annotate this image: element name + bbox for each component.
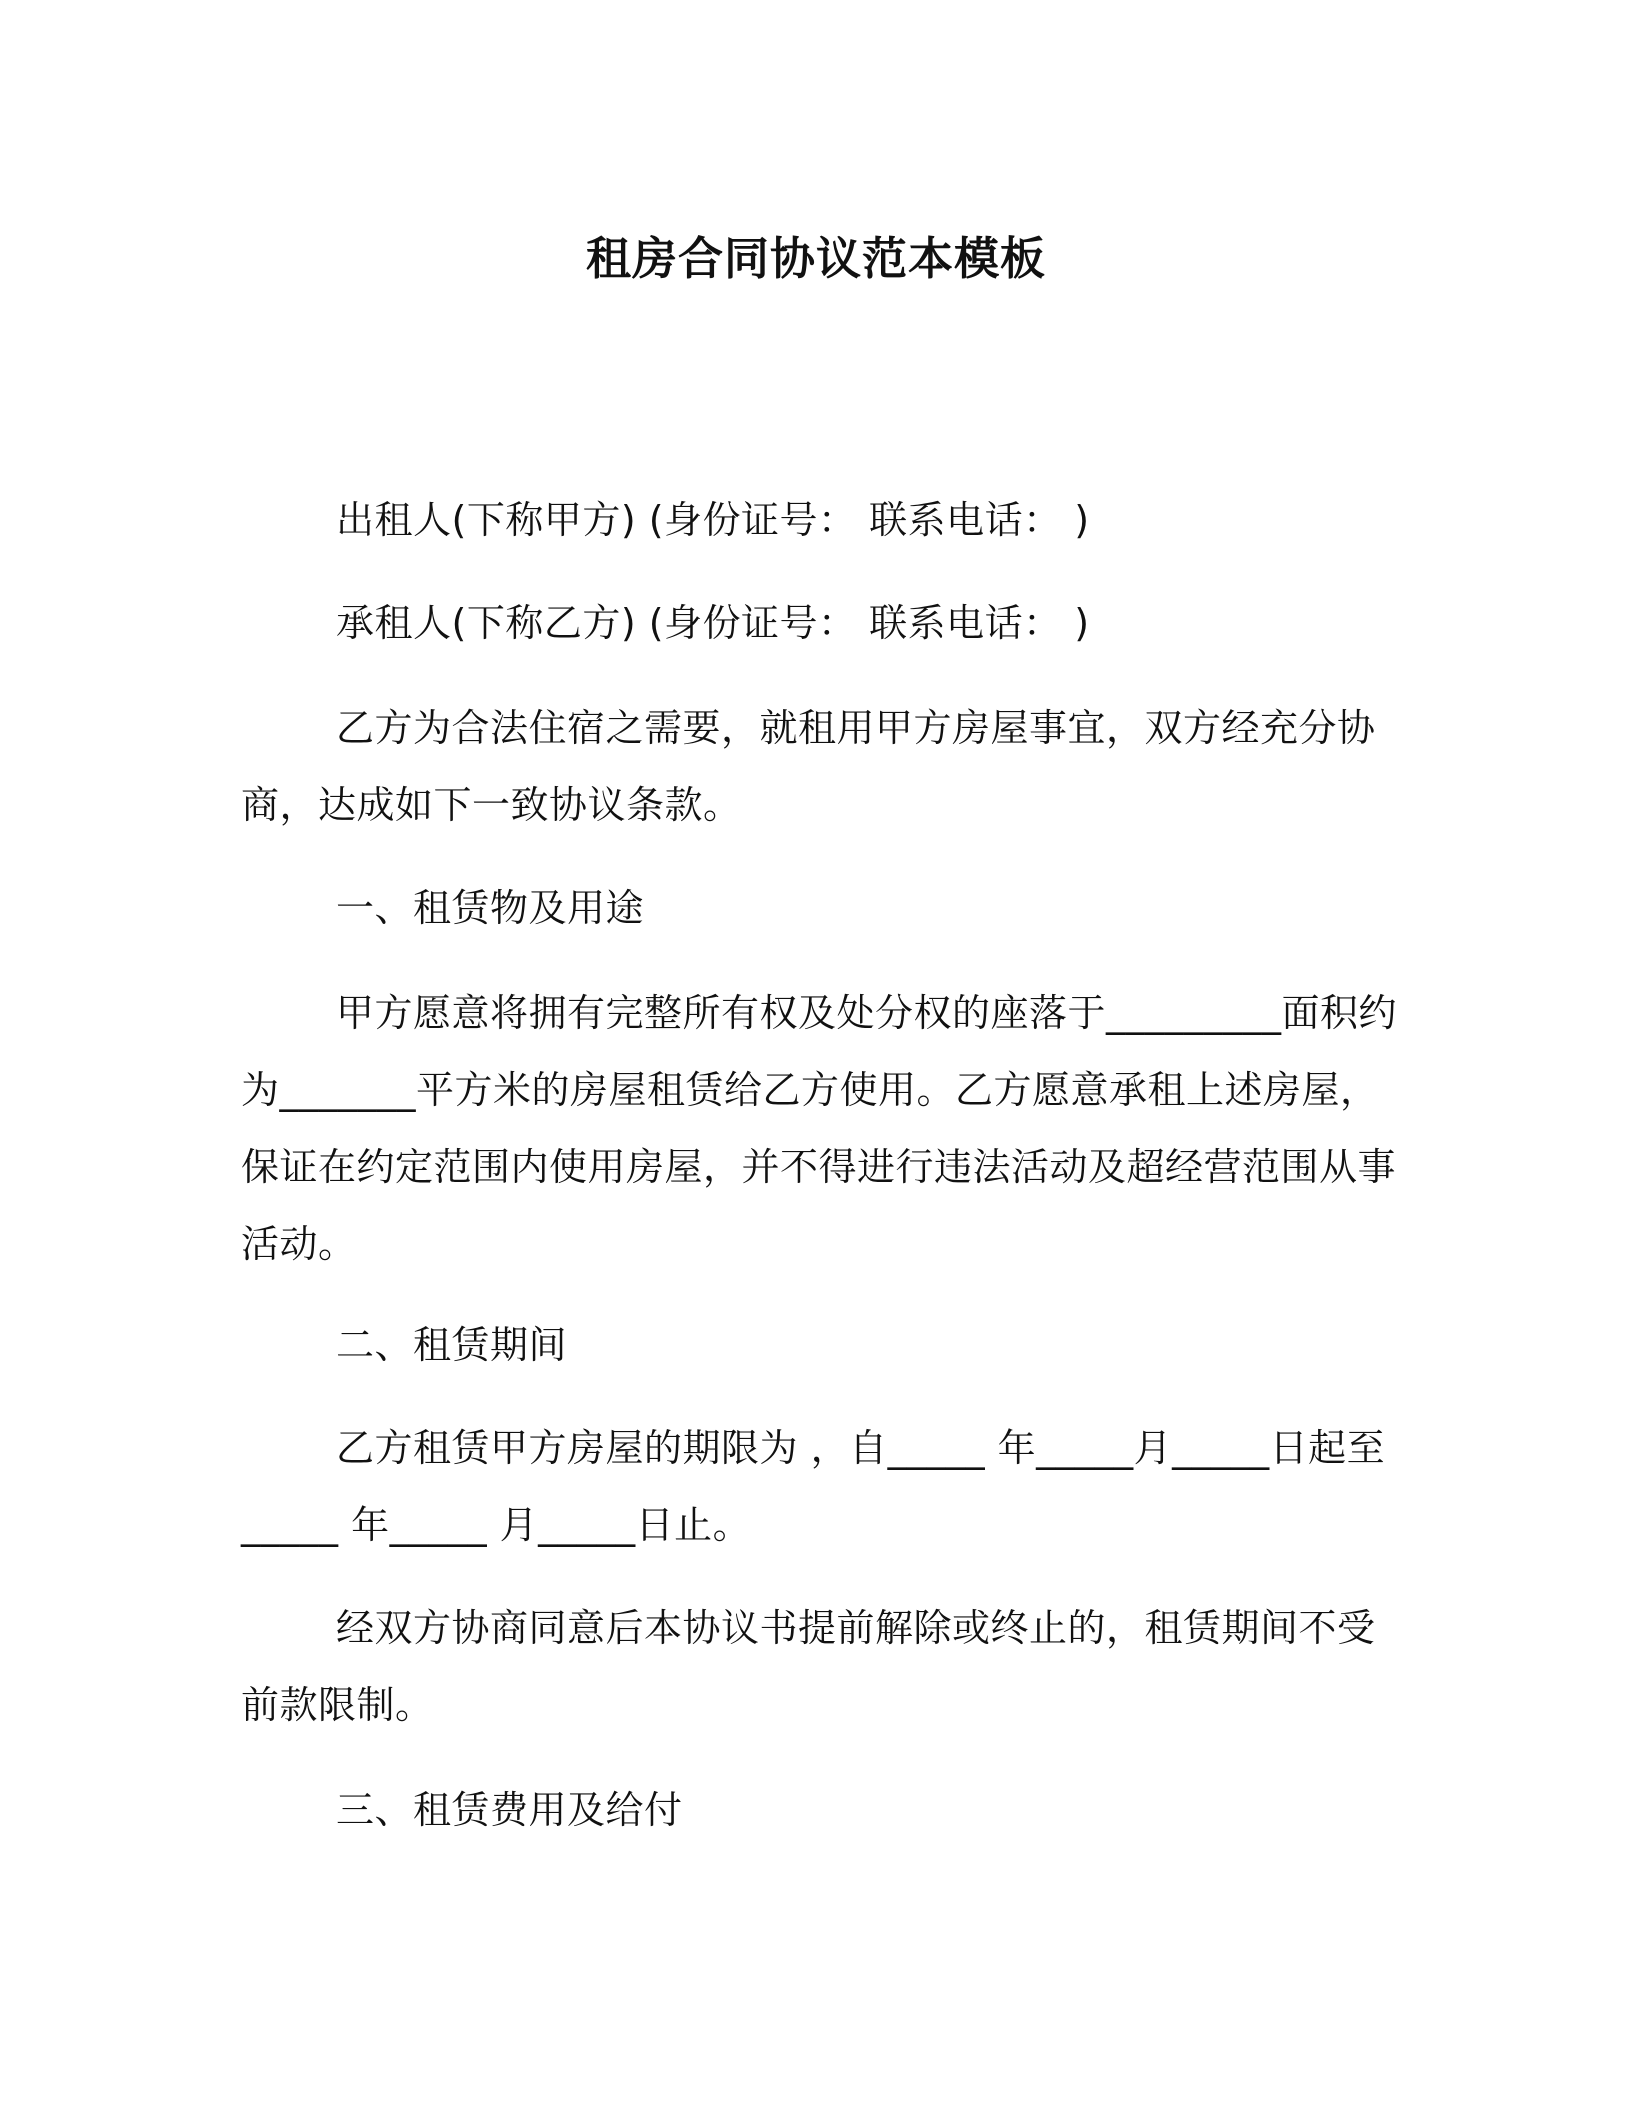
section-2-paragraph-2: 经双方协商同意后本协议书提前解除或终止的，租赁期间不受前款限制。 (241, 1606, 1376, 1727)
intro-paragraph: 乙方为合法住宿之需要，就租用甲方房屋事宜，双方经充分协商，达成如下一致协议条款。 (241, 706, 1376, 827)
section-2-heading: 二、租赁期间 (336, 1323, 568, 1367)
section-1-paragraph: 甲方愿意将拥有完整所有权及处分权的座落于_________面积约为_______平方米的房屋租赁给乙方使用。乙方愿意承租上述房屋，保证在约定范围内使用房屋，并不得进行违法活动及超经营范围从事活动。 (241, 991, 1398, 1266)
section-2-paragraph-1: 乙方租赁甲方房屋的期限为 ，自_____ 年_____月_____日起至_____ 年_____ 月_____日止。 (241, 1426, 1386, 1547)
section-1-heading: 一、租赁物及用途 (336, 886, 645, 930)
section-3-heading: 三、租赁费用及给付 (336, 1788, 683, 1832)
document-title: 租房合同协议范本模板 (585, 232, 1046, 285)
lessor-line: 出租人(下称甲方) (身份证号： 联系电话： ) (336, 498, 1090, 542)
lessee-line: 承租人(下称乙方) (身份证号： 联系电话： ) (336, 601, 1090, 645)
